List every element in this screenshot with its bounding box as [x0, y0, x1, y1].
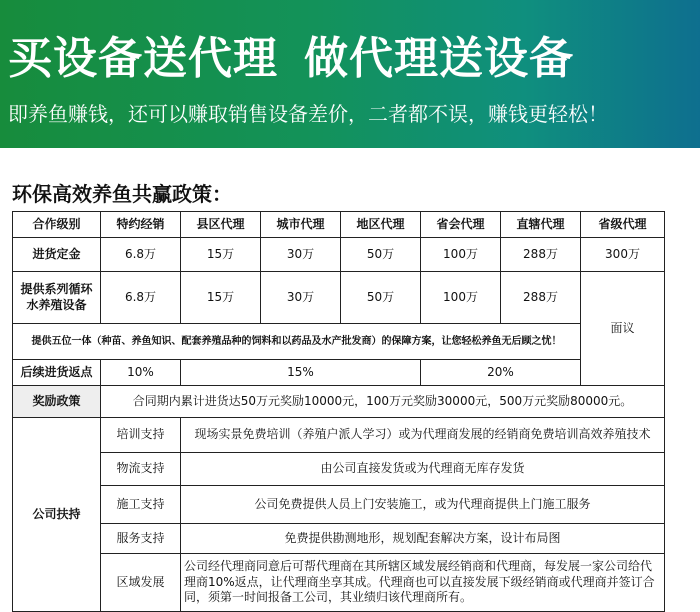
section-title: 环保高效养鱼共赢政策：	[12, 182, 232, 206]
support-item-text: 由公司直接发货或为代理商无库存发货	[181, 453, 665, 486]
negotiable-cell: 面议	[581, 272, 665, 386]
table-cell: 6.8万	[101, 272, 181, 324]
table-cell: 6.8万	[101, 238, 181, 272]
policy-table	[12, 211, 665, 612]
header-cell: 省会代理	[421, 212, 501, 238]
table-cell: 100万	[421, 272, 501, 324]
row-label: 进货定金	[13, 238, 101, 272]
header-cell: 城市代理	[261, 212, 341, 238]
support-row	[13, 486, 665, 524]
equipment-row	[13, 272, 665, 324]
banner-title-left: 买设备送代理	[8, 33, 278, 84]
support-item-name: 施工支持	[101, 486, 181, 524]
banner-title-right: 做代理送设备	[304, 33, 574, 84]
support-item-text: 现场实景免费培训（养殖户派人学习）或为代理商发展的经销商免费培训高效养殖技术	[181, 418, 665, 453]
row-label: 提供系列循环水养殖设备	[13, 272, 101, 324]
support-item-name: 服务支持	[101, 524, 181, 554]
header-cell: 地区代理	[341, 212, 421, 238]
support-item-text: 公司免费提供人员上门安装施工，或为代理商提供上门施工服务	[181, 486, 665, 524]
five-in-one-row	[13, 324, 665, 360]
table-cell: 100万	[421, 238, 501, 272]
table-cell: 15万	[181, 238, 261, 272]
promo-banner	[0, 0, 700, 148]
support-item-text: 免费提供勘测地形，规划配套解决方案，设计布局图	[181, 524, 665, 554]
row-label: 后续进货返点	[13, 360, 101, 386]
table-cell: 15%	[181, 360, 421, 386]
support-item-name: 物流支持	[101, 453, 181, 486]
header-cell: 县区代理	[181, 212, 261, 238]
table-cell: 300万	[581, 238, 665, 272]
row-label: 奖励政策	[13, 386, 101, 418]
table-cell: 30万	[261, 272, 341, 324]
table-cell: 288万	[501, 272, 581, 324]
header-cell: 合作级别	[13, 212, 101, 238]
banner-subtitle: 即养鱼赚钱，还可以赚取销售设备差价，二者都不误，赚钱更轻松！	[8, 102, 608, 126]
support-label: 公司扶持	[13, 418, 101, 612]
table-cell: 10%	[101, 360, 181, 386]
reward-row	[13, 386, 665, 418]
support-item-text: 公司经代理商同意后可帮代理商在其所辖区域发展经销商和代理商，每发展一家公司给代理商10%返点，让代理商坐享其成。代理商也可以直接发展下级经销商或代理商并签订合同，须第一时间报备工公司，其业绩归该代理商所有。	[181, 554, 665, 612]
five-in-one-note: 提供五位一体（种苗、养鱼知识、配套养殖品种的饲料和以药品及水产批发商）的保障方案，让您轻松养鱼无后顾之忧！	[13, 324, 581, 360]
support-row	[13, 418, 665, 453]
support-row	[13, 453, 665, 486]
support-row	[13, 524, 665, 554]
header-cell: 省级代理	[581, 212, 665, 238]
support-item-name: 区域发展	[101, 554, 181, 612]
table-cell: 288万	[501, 238, 581, 272]
table-cell: 15万	[181, 272, 261, 324]
reward-text: 合同期内累计进货达50万元奖励10000元，100万元奖励30000元，500万元奖励80000元。	[101, 386, 665, 418]
table-cell: 50万	[341, 238, 421, 272]
rebate-row	[13, 360, 665, 386]
table-cell: 50万	[341, 272, 421, 324]
banner-title	[8, 22, 698, 86]
header-row	[13, 212, 665, 238]
deposit-row	[13, 238, 665, 272]
support-item-name: 培训支持	[101, 418, 181, 453]
header-cell: 直辖代理	[501, 212, 581, 238]
support-row	[13, 554, 665, 612]
table-cell: 30万	[261, 238, 341, 272]
table-cell: 20%	[421, 360, 581, 386]
header-cell: 特约经销	[101, 212, 181, 238]
